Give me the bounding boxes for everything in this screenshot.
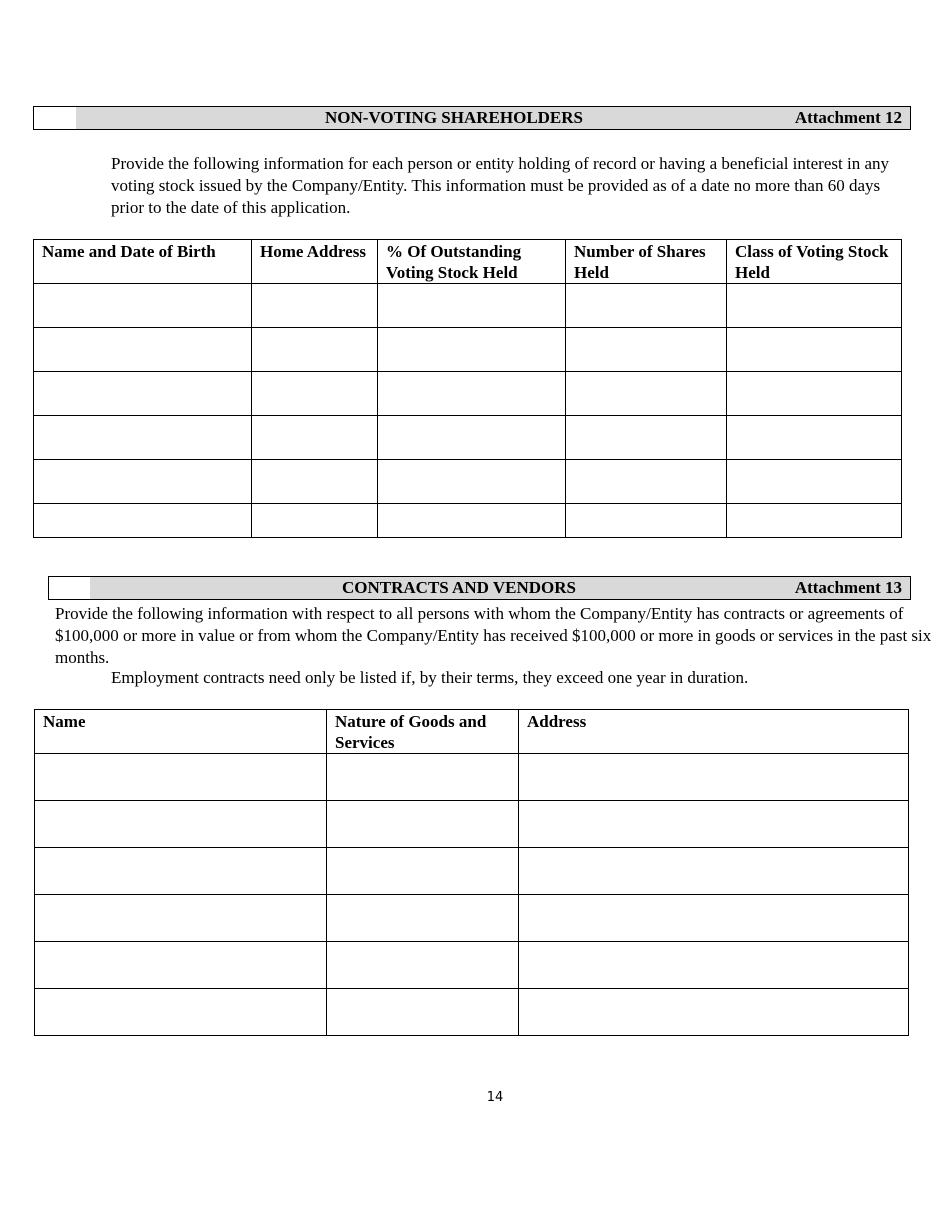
table-cell[interactable] bbox=[519, 989, 909, 1036]
table-cell[interactable] bbox=[519, 801, 909, 848]
table-cell[interactable] bbox=[519, 942, 909, 989]
table-cell[interactable] bbox=[327, 895, 519, 942]
table-cell[interactable] bbox=[35, 989, 327, 1036]
section-header-contracts-and-vendors bbox=[48, 576, 911, 600]
table-cell[interactable] bbox=[378, 504, 566, 538]
table-cell[interactable] bbox=[252, 504, 378, 538]
table-row bbox=[34, 372, 902, 416]
table-cell[interactable] bbox=[327, 989, 519, 1036]
section-note: Employment contracts need only be listed if, by their terms, they exceed one year in duration. bbox=[111, 668, 749, 687]
column-header-class-of-stock: Class of Voting Stock Held bbox=[727, 240, 902, 284]
table-row bbox=[34, 416, 902, 460]
column-header-number-of-shares: Number of Shares Held bbox=[566, 240, 727, 284]
table-cell[interactable] bbox=[327, 942, 519, 989]
column-header-percent-voting-stock: % Of Outstanding Voting Stock Held bbox=[378, 240, 566, 284]
table-cell[interactable] bbox=[519, 754, 909, 801]
table-cell[interactable] bbox=[252, 284, 378, 328]
column-header-home-address: Home Address bbox=[252, 240, 378, 284]
section-header-non-voting-shareholders bbox=[33, 106, 911, 130]
table-cell[interactable] bbox=[34, 284, 252, 328]
section-instructions: Provide the following information with respect to all persons with whom the Company/Entity has contracts or agreements of $100,000 or more in value or from whom the Company/Entity has received $100,000 or more in goods or services in the past six months. bbox=[55, 604, 932, 667]
table-cell[interactable] bbox=[252, 416, 378, 460]
table-cell[interactable] bbox=[378, 416, 566, 460]
table-cell[interactable] bbox=[35, 895, 327, 942]
table-cell[interactable] bbox=[727, 416, 902, 460]
table-row bbox=[35, 989, 909, 1036]
table-cell[interactable] bbox=[34, 460, 252, 504]
attachment-label: Attachment 12 bbox=[794, 108, 902, 127]
table-cell[interactable] bbox=[327, 848, 519, 895]
section-title: CONTRACTS AND VENDORS bbox=[342, 578, 576, 597]
table-cell[interactable] bbox=[35, 801, 327, 848]
table-cell[interactable] bbox=[566, 504, 727, 538]
shareholders-table bbox=[33, 239, 902, 538]
table-header-row bbox=[35, 710, 909, 754]
table-cell[interactable] bbox=[566, 372, 727, 416]
table-cell[interactable] bbox=[378, 460, 566, 504]
table-row bbox=[35, 942, 909, 989]
table-row bbox=[35, 895, 909, 942]
table-cell[interactable] bbox=[519, 848, 909, 895]
column-header-nature-of-goods: Nature of Goods and Services bbox=[327, 710, 519, 754]
page-number: 14 bbox=[486, 1090, 504, 1105]
table-cell[interactable] bbox=[378, 284, 566, 328]
table-cell[interactable] bbox=[34, 416, 252, 460]
table-cell[interactable] bbox=[35, 754, 327, 801]
table-cell[interactable] bbox=[252, 328, 378, 372]
table-cell[interactable] bbox=[34, 504, 252, 538]
section-instructions: Provide the following information for each person or entity holding of record or having a beneficial interest in any voting stock issued by the Company/Entity. This information must be provided as of a date no more than 60 days prior to the date of this application. bbox=[111, 154, 889, 217]
table-cell[interactable] bbox=[566, 328, 727, 372]
table-cell[interactable] bbox=[252, 460, 378, 504]
table-row bbox=[34, 460, 902, 504]
table-cell[interactable] bbox=[378, 372, 566, 416]
column-header-address: Address bbox=[519, 710, 909, 754]
table-cell[interactable] bbox=[566, 416, 727, 460]
table-cell[interactable] bbox=[378, 328, 566, 372]
table-row bbox=[35, 801, 909, 848]
table-row bbox=[35, 754, 909, 801]
table-cell[interactable] bbox=[727, 284, 902, 328]
column-header-name: Name bbox=[35, 710, 327, 754]
table-cell[interactable] bbox=[252, 372, 378, 416]
table-row bbox=[34, 284, 902, 328]
table-row bbox=[35, 848, 909, 895]
table-row bbox=[34, 328, 902, 372]
table-cell[interactable] bbox=[35, 942, 327, 989]
table-cell[interactable] bbox=[727, 504, 902, 538]
section-title: NON-VOTING SHAREHOLDERS bbox=[325, 108, 584, 127]
table-cell[interactable] bbox=[727, 460, 902, 504]
table-cell[interactable] bbox=[327, 754, 519, 801]
table-cell[interactable] bbox=[727, 328, 902, 372]
table-cell[interactable] bbox=[566, 460, 727, 504]
table-cell[interactable] bbox=[34, 372, 252, 416]
table-cell[interactable] bbox=[327, 801, 519, 848]
table-cell[interactable] bbox=[34, 328, 252, 372]
contracts-vendors-table bbox=[34, 709, 909, 1036]
table-cell[interactable] bbox=[566, 284, 727, 328]
table-cell[interactable] bbox=[35, 848, 327, 895]
table-cell[interactable] bbox=[519, 895, 909, 942]
table-cell[interactable] bbox=[727, 372, 902, 416]
column-header-name-dob: Name and Date of Birth bbox=[34, 240, 252, 284]
table-header-row bbox=[34, 240, 902, 284]
table-row bbox=[34, 504, 902, 538]
attachment-label: Attachment 13 bbox=[794, 578, 902, 597]
